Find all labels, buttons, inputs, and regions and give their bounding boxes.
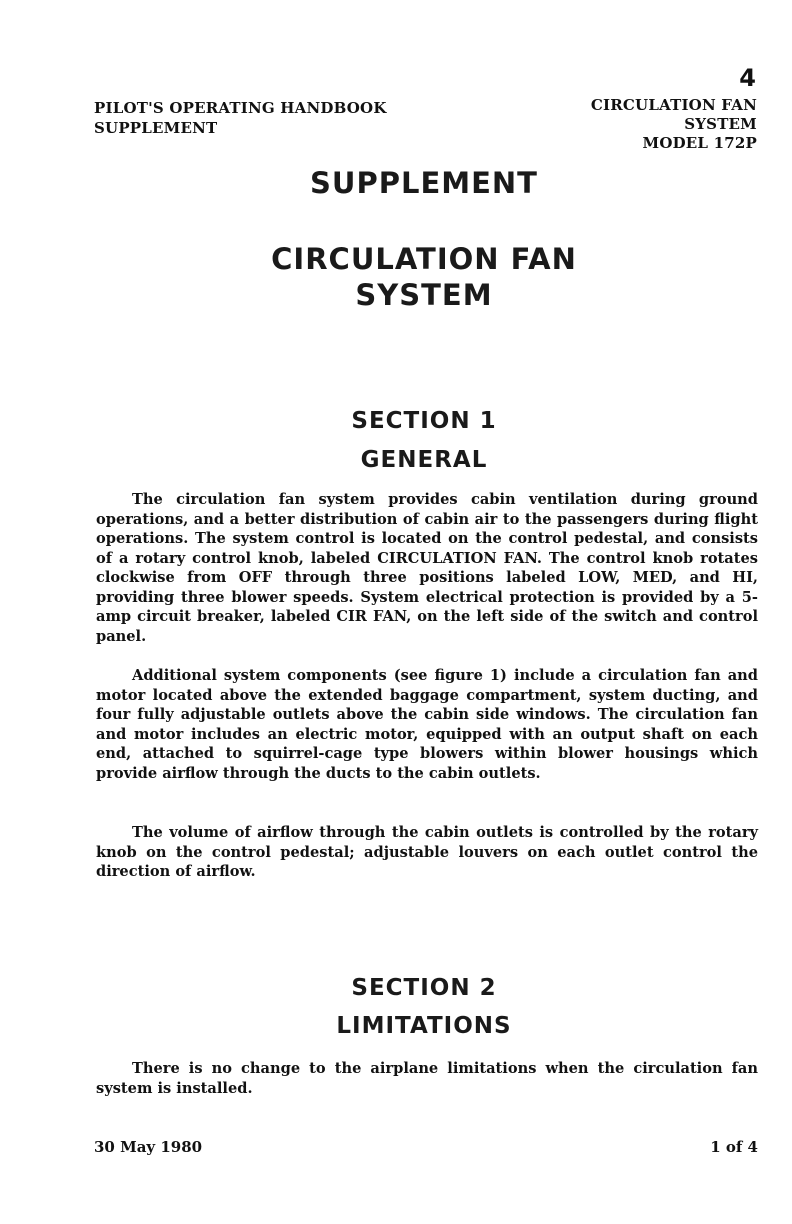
document-title-line2: SYSTEM — [355, 278, 493, 312]
document-id-line1: CIRCULATION FAN — [590, 96, 757, 114]
document-model: MODEL 172P — [642, 134, 757, 152]
section1-name: GENERAL — [360, 447, 488, 473]
section1-paragraph-2: Additional system components (see figure 1) include a circulation fan and motor located above the extended baggage compartment, system ducting, and four fully adjustable outlets above the cabin side windows. The circulation fan and motor includes an electric motor, equipped with an output shaft on each end, attached to squirrel-cage type blowers within blower housings which provide airflow through the ducts to the cabin outlets. — [96, 667, 758, 782]
document-id-header — [591, 96, 757, 153]
handbook-header — [94, 98, 387, 138]
handbook-subtitle: SUPPLEMENT — [94, 119, 218, 137]
section2-name: LIMITATIONS — [336, 1013, 512, 1039]
page-number: 4 — [739, 64, 756, 92]
section1-paragraph-1: The circulation fan system provides cabin ventilation during ground operations, and a better distribution of cabin air to the passengers during flight operations. The system control is located on the control pedestal, and consists of a rotary control knob, labeled CIRCULATION FAN. The control knob rotates clockwise from OFF through three positions labeled LOW, MED, and HI, providing three blower speeds. System electrical protection is provided by a 5-amp circuit breaker, labeled CIR FAN, on the left side of the switch and control panel. — [96, 491, 758, 645]
section1-number: SECTION 1 — [351, 408, 497, 434]
document-title-line1: CIRCULATION FAN — [271, 242, 577, 276]
footer-date: 30 May 1980 — [94, 1138, 203, 1156]
section2-paragraph-1: There is no change to the airplane limitations when the circulation fan system is installed. — [96, 1060, 758, 1097]
supplement-heading: SUPPLEMENT — [310, 166, 538, 200]
handbook-title: PILOT'S OPERATING HANDBOOK — [94, 99, 387, 117]
document-id-line2: SYSTEM — [684, 115, 757, 133]
footer-page-count: 1 of 4 — [710, 1138, 758, 1156]
section1-paragraph-3: The volume of airflow through the cabin outlets is controlled by the rotary knob on the control pedestal; adjustable louvers on each outlet control the direction of airflow. — [96, 824, 758, 880]
section2-number: SECTION 2 — [351, 975, 497, 1001]
